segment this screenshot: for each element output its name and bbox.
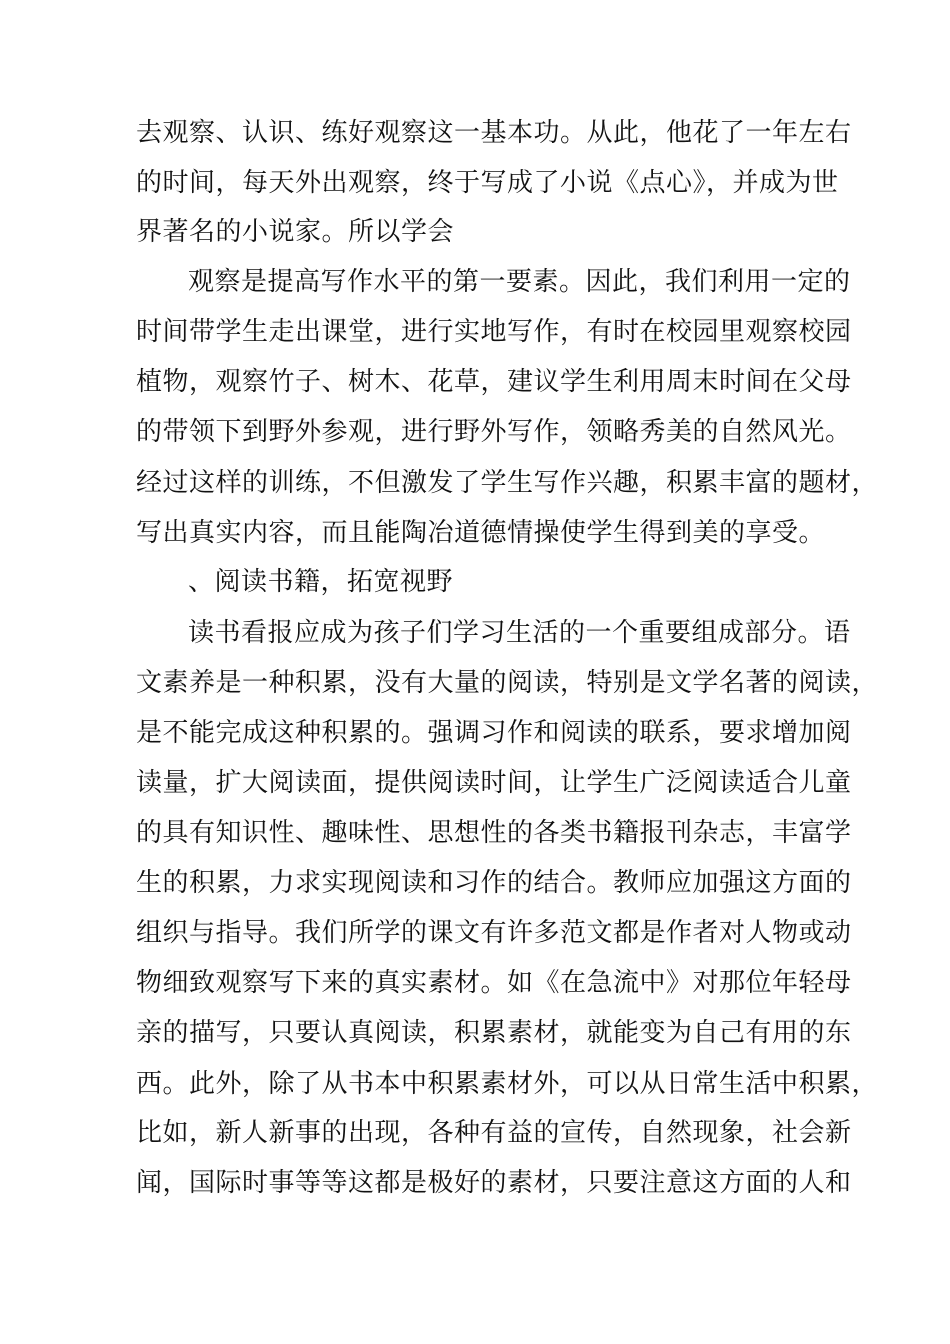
text-line: 的带领下到野外参观，进行野外写作，领略秀美的自然风光。 (136, 417, 852, 447)
text-line: 文素养是一种积累，没有大量的阅读，特别是文学名著的阅读， (136, 668, 879, 698)
text-line: 是不能完成这种积累的。强调习作和阅读的联系，要求增加阅 (136, 718, 852, 748)
text-line: 读量，扩大阅读面，提供阅读时间，让学生广泛阅读适合儿童 (136, 768, 852, 798)
text-line: 经过这样的训练，不但激发了学生写作兴趣，积累丰富的题材， (136, 468, 879, 498)
text-line: 的具有知识性、趣味性、思想性的各类书籍报刊杂志，丰富学 (136, 818, 852, 848)
text-line: 植物，观察竹子、树木、花草，建议学生利用周末时间在父母 (136, 367, 852, 397)
text-line: 界著名的小说家。所以学会 (136, 217, 455, 247)
section-heading: 、阅读书籍，拓宽视野 (188, 567, 454, 597)
text-line: 生的积累，力求实现阅读和习作的结合。教师应加强这方面的 (136, 868, 852, 898)
paragraph-first-line: 观察是提高写作水平的第一要素。因此，我们利用一定的 (188, 267, 851, 297)
text-line: 组织与指导。我们所学的课文有许多范文都是作者对人物或动 (136, 918, 852, 948)
text-line: 时间带学生走出课堂，进行实地写作，有时在校园里观察校园 (136, 317, 852, 347)
text-line: 写出真实内容，而且能陶冶道德情操使学生得到美的享受。 (136, 518, 826, 548)
text-line: 亲的描写，只要认真阅读，积累素材，就能变为自己有用的东 (136, 1018, 852, 1048)
text-line: 的时间，每天外出观察，终于写成了小说《点心》，并成为世 (136, 168, 839, 198)
paragraph-first-line: 读书看报应成为孩子们学习生活的一个重要组成部分。语 (188, 618, 851, 648)
text-line: 去观察、认识、练好观察这一基本功。从此，他花了一年左右 (136, 118, 852, 148)
text-line: 西。此外，除了从书本中积累素材外，可以从日常生活中积累， (136, 1069, 879, 1099)
text-line: 物细致观察写下来的真实素材。如《在急流中》对那位年轻母 (136, 968, 852, 998)
text-line: 比如，新人新事的出现，各种有益的宣传，自然现象，社会新 (136, 1118, 852, 1148)
text-line: 闻，国际时事等等这都是极好的素材，只要注意这方面的人和 (136, 1168, 852, 1198)
